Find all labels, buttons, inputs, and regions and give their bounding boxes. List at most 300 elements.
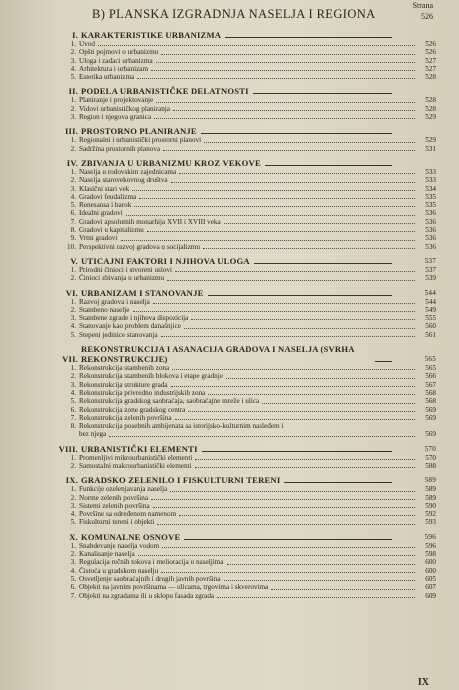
dot-leader (175, 419, 415, 420)
section-items (58, 454, 436, 471)
entry-title: Uloga i zadaci urbanizma (79, 56, 153, 65)
dot-leader (139, 198, 415, 199)
dot-leader (173, 110, 415, 111)
entry-page: 593 (425, 518, 436, 527)
entry-title: Rekonstrukcija gradskog saobraćaja, saobraćajne mreže i ulica (79, 397, 260, 406)
section-rule (284, 482, 392, 483)
section-heading (58, 344, 436, 364)
entry-page: 536 (425, 226, 436, 235)
entry-number: 6. (70, 405, 76, 414)
dot-leader (188, 411, 415, 412)
entry-page: 596 (425, 541, 436, 550)
section-items (58, 136, 436, 153)
dot-leader (179, 173, 415, 174)
dot-leader (167, 280, 415, 281)
entry-title: Uvod (79, 40, 95, 48)
entry-page: 598 (425, 550, 436, 559)
entry-page: 589 (425, 493, 436, 502)
entry-title: Rekonstrukcija posebnih ambijenata sa istorijsko-kulturnim nasleđem i (79, 422, 284, 431)
section-heading (58, 288, 436, 298)
entry-title: Planiranje i projektovanje (79, 96, 154, 105)
dot-leader (203, 248, 415, 249)
toc-entry (66, 48, 436, 56)
dot-leader (157, 524, 415, 525)
toc-entry (66, 430, 436, 438)
toc-entry (66, 381, 436, 389)
section-page: 596 (424, 532, 436, 541)
entry-page: 533 (425, 176, 436, 185)
section-heading (58, 30, 436, 40)
entry-title: Naselja starovekovnog društva (79, 176, 168, 185)
toc-entry (66, 145, 436, 153)
dot-leader (195, 459, 415, 460)
toc-entry (66, 550, 436, 558)
entry-page: 537 (425, 265, 436, 274)
page-header (0, 0, 459, 28)
toc-entry (66, 422, 436, 430)
section-heading (58, 444, 436, 454)
section-title: PROSTORNO PLANIRANJE (81, 126, 197, 137)
entry-number: 1. (70, 541, 76, 550)
entry-number: 2. (70, 144, 76, 153)
entry-number: 5. (70, 397, 76, 406)
entry-page: 539 (425, 274, 436, 283)
entry-number: 3. (70, 380, 76, 389)
section-number: VII. (62, 354, 78, 365)
entry-number: 2. (70, 104, 76, 113)
section-title: ZBIVANJA U URBANIZMU KROZ VEKOVE (81, 157, 261, 168)
toc-entry (66, 185, 436, 193)
toc-entry (66, 136, 436, 144)
entry-number: 5. (70, 201, 76, 210)
dot-leader (156, 102, 415, 103)
entry-page: 535 (425, 201, 436, 210)
entry-number: 5. (70, 73, 76, 82)
toc-entry (66, 364, 436, 372)
entry-page: 528 (425, 73, 436, 82)
section-title: GRADSKO ZELENILO I FISKULTURNI TERENI (81, 475, 281, 486)
toc-section (58, 30, 436, 81)
entry-page: 561 (425, 330, 436, 339)
toc-entry (66, 397, 436, 405)
entry-title: Stanovanje kao problem današnjice (79, 322, 181, 331)
entry-number: 3. (70, 56, 76, 65)
dot-leader (171, 182, 415, 183)
toc-entry (66, 105, 436, 113)
entry-title: Stepeni jedinice stanovanja (79, 330, 158, 339)
entry-number: 2. (70, 550, 76, 559)
entry-title: Vrtni gradovi (79, 234, 118, 243)
section-number: I. (72, 30, 78, 40)
entry-title: Rekonstrukcija stambenih blokova i etape gradnje (79, 372, 223, 381)
entry-title: Renesansa i barok (79, 201, 132, 210)
entry-title: Gradovi feudalizma (79, 192, 137, 201)
entry-title: Estetika urbanizma (79, 73, 135, 82)
dot-leader (227, 564, 416, 565)
toc-entry (66, 502, 436, 510)
dot-leader (171, 386, 415, 387)
section-rule (265, 165, 392, 166)
entry-page: 526 (425, 48, 436, 57)
entry-title: Činioci zbivanja u urbanizmu (79, 274, 165, 283)
entry-title: Stambeno naselje (79, 305, 130, 314)
section-rule (254, 263, 392, 264)
section-page: 544 (424, 288, 436, 297)
section-items (58, 364, 436, 439)
toc-section (58, 444, 436, 471)
entry-number: 5. (70, 518, 76, 527)
dot-leader (170, 491, 415, 492)
section-title: REKONSTRUKCIJA I ASANACIJA GRADOVA I NASELJA (SVRHA REKONSTRUKCIJE) (81, 344, 355, 365)
entry-title: Razvoj gradova i naselja (79, 297, 150, 306)
entry-title: Objekti na javnim površinama — ulicama, trgovima i skverovima (79, 583, 269, 592)
toc-entry (66, 372, 436, 380)
entry-number: 2. (70, 493, 76, 502)
entry-number: 2. (70, 372, 76, 381)
toc-entry (66, 406, 436, 414)
toc-entry (66, 389, 436, 397)
entry-number: 2. (70, 305, 76, 314)
dot-leader (156, 62, 415, 63)
entry-title: Sadržina prostornih planova (79, 144, 161, 153)
entry-number: 6. (70, 209, 76, 218)
toc-entry (66, 226, 436, 234)
dot-leader (271, 589, 415, 590)
entry-title: Promenljivi mikrourbanistički elementi (79, 453, 193, 462)
entry-page: 526 (425, 40, 436, 48)
toc-entry (66, 322, 436, 330)
entry-title: Čistoća u gradskom naselju (79, 566, 159, 575)
toc-entry (66, 462, 436, 470)
section-page: 589 (424, 476, 436, 485)
toc-entry (66, 510, 436, 518)
toc-entry (66, 558, 436, 566)
entry-title: Regionalni i urbanistički prostorni planovi (79, 136, 202, 145)
toc-entry (66, 583, 436, 591)
entry-page: 533 (425, 167, 436, 176)
entry-title: Perspektivni razvoj gradova u socijalizmu (79, 242, 200, 251)
entry-page: 566 (425, 372, 436, 381)
entry-title: Osvetljenje saobraćajnih i drugih javnih površina (79, 574, 221, 583)
toc-entry (66, 266, 436, 274)
dot-leader (153, 507, 415, 508)
toc-section (58, 532, 436, 600)
entry-number: 7. (70, 413, 76, 422)
toc-entry (66, 73, 436, 81)
entry-page: 589 (425, 485, 436, 494)
toc-entry (66, 494, 436, 502)
section-title: KOMUNALNE OSNOVE (81, 531, 181, 542)
entry-page: 535 (425, 192, 436, 201)
toc-entry (66, 113, 436, 121)
toc-section (58, 126, 436, 153)
entry-title: Rekonstrukcija zelenih površina (79, 413, 172, 422)
dot-leader (151, 499, 415, 500)
entry-number: 4. (70, 388, 76, 397)
entry-number: 4. (70, 322, 76, 331)
toc-entry (66, 218, 436, 226)
toc-section (58, 158, 436, 251)
entry-number: 7. (70, 217, 76, 226)
entry-number: 1. (70, 40, 76, 48)
toc-entry (66, 518, 436, 526)
entry-number: 3. (70, 113, 76, 122)
section-number: X. (69, 531, 78, 542)
section-heading (58, 475, 436, 485)
strana-column-label: Strana (412, 1, 433, 10)
entry-page: 531 (425, 144, 436, 153)
entry-title: Idealni gradovi (79, 209, 123, 218)
entry-title: Stambene zgrade i njihova dispozicija (79, 314, 189, 323)
toc-entry (66, 96, 436, 104)
entry-number: 2. (70, 48, 76, 57)
entry-title: Region i njegova granica (79, 113, 152, 122)
entry-page: 527 (425, 64, 436, 73)
entry-page: 609 (425, 591, 436, 600)
entry-title: bez njega (79, 430, 107, 439)
dot-leader (161, 572, 415, 573)
entry-title: Gradovi apsolutnih monarhija XVII i XVIII veka (79, 217, 221, 226)
toc-entry (66, 193, 436, 201)
table-of-contents (58, 30, 436, 605)
section-number: IX. (65, 475, 78, 486)
dot-leader (262, 403, 415, 404)
entry-number: 1. (70, 453, 76, 462)
entry-page: 536 (425, 209, 436, 218)
entry-page: 536 (425, 242, 436, 251)
entry-page: 565 (425, 364, 436, 373)
dot-leader (163, 150, 415, 151)
entry-title: Gradovi u kapitalizmu (79, 226, 144, 235)
entry-number: 5. (70, 574, 76, 583)
section-title: KARAKTERISTIKE URBANIZMA (81, 30, 222, 40)
entry-number: 4. (70, 510, 76, 519)
entry-number: 8. (70, 422, 76, 431)
section-heading (58, 256, 436, 266)
section-rule (201, 133, 392, 134)
dot-leader (162, 547, 415, 548)
dot-leader (224, 223, 415, 224)
entry-number: 7. (70, 591, 76, 600)
toc-entry (66, 567, 436, 575)
entry-page: 528 (425, 104, 436, 113)
entry-title: Sistemi zelenih površina (79, 501, 150, 510)
toc-entry (66, 234, 436, 242)
entry-page: 569 (425, 405, 436, 414)
dot-leader (153, 303, 415, 304)
page-title: B) PLANSKA IZGRADNJA NASELJA I REGIONA (92, 7, 376, 21)
dot-leader (134, 206, 415, 207)
entry-title: Naselja u rodovskim zajednicama (79, 167, 177, 176)
section-items (58, 542, 436, 600)
section-title: UTICAJNI FAKTORI I NJIHOVA ULOGA (81, 255, 250, 266)
dot-leader (98, 45, 415, 46)
dot-leader (132, 190, 415, 191)
section-number: IV. (66, 157, 78, 168)
section-number: III. (65, 126, 78, 137)
entry-number: 1. (70, 265, 76, 274)
section-page: 565 (424, 355, 436, 364)
section-rule (208, 295, 393, 296)
header-start-page: 526 (421, 12, 433, 21)
entry-title: Površine sa određenom namenom (79, 510, 177, 519)
entry-number: 1. (70, 136, 76, 145)
section-number: II. (68, 86, 78, 97)
entry-page: 528 (425, 96, 436, 105)
dot-leader (224, 580, 415, 581)
entry-page: 555 (425, 314, 436, 323)
entry-title: Funkcije ozelenjavanja naselja (79, 485, 168, 494)
entry-number: 2. (70, 461, 76, 470)
entry-title: Norme zelenih površina (79, 493, 149, 502)
toc-entry (66, 40, 436, 48)
toc-entry (66, 454, 436, 462)
entry-title: Klasični stari vek (79, 184, 130, 193)
entry-number: 1. (70, 364, 76, 373)
dot-leader (161, 336, 415, 337)
toc-entry (66, 331, 436, 339)
entry-number: 10. (67, 242, 76, 251)
section-items (58, 40, 436, 81)
dot-leader (195, 467, 415, 468)
dot-leader (138, 555, 415, 556)
entry-number: 3. (70, 501, 76, 510)
entry-number: 3. (70, 184, 76, 193)
entry-title: Vidovi urbanističkog planiranja (79, 104, 170, 113)
dot-leader (133, 311, 416, 312)
section-title: PODELA URBANISTIČKE DELATNOSTI (81, 86, 249, 97)
section-rule (375, 361, 392, 362)
entry-number: 5. (70, 330, 76, 339)
section-items (58, 266, 436, 283)
entry-page: 568 (425, 388, 436, 397)
entry-title: Prirodni činioci i stvoreni uslovi (79, 265, 173, 274)
entry-page: 527 (425, 56, 436, 65)
dot-leader (172, 369, 415, 370)
toc-entry (66, 306, 436, 314)
dot-leader (126, 215, 415, 216)
entry-title: Samostalni makrourbanistički elementi (79, 461, 192, 470)
entry-page: 570 (425, 453, 436, 462)
entry-page: 536 (425, 217, 436, 226)
toc-section (58, 475, 436, 526)
dot-leader (151, 70, 415, 71)
entry-title: Rekonstrukcija zone gradskog centra (79, 405, 186, 414)
entry-page: 567 (425, 380, 436, 389)
section-heading (58, 86, 436, 96)
toc-section (58, 344, 436, 439)
section-number: VI. (65, 287, 78, 298)
dot-leader (121, 240, 416, 241)
entry-page: 536 (425, 234, 436, 243)
entry-number: 2. (70, 176, 76, 185)
entry-page: 590 (425, 501, 436, 510)
toc-entry (66, 168, 436, 176)
entry-number: 1. (70, 167, 76, 176)
toc-entry (66, 542, 436, 550)
entry-page: 588 (425, 461, 436, 470)
toc-entry (66, 57, 436, 65)
entry-number: 1. (70, 96, 76, 105)
entry-number: 3. (70, 314, 76, 323)
entry-title: Rekonstrukcija strukture grada (79, 380, 168, 389)
entry-number: 4. (70, 192, 76, 201)
entry-page: 569 (425, 430, 436, 439)
toc-entry (66, 201, 436, 209)
toc-entry (66, 65, 436, 73)
dot-leader (161, 54, 415, 55)
section-rule (184, 539, 392, 540)
dot-leader (208, 394, 415, 395)
section-items (58, 168, 436, 251)
dot-leader (175, 271, 415, 272)
section-heading (58, 532, 436, 542)
entry-number: 4. (70, 64, 76, 73)
entry-page: 544 (425, 297, 436, 306)
toc-section (58, 256, 436, 283)
dot-leader (204, 142, 415, 143)
toc-entry (66, 485, 436, 493)
entry-page: 560 (425, 322, 436, 331)
toc-section (58, 288, 436, 339)
entry-number: 6. (70, 583, 76, 592)
entry-page: 529 (425, 113, 436, 122)
toc-entry (66, 592, 436, 600)
toc-section (58, 86, 436, 121)
entry-page: 568 (425, 397, 436, 406)
entry-title: Rekonstrukcija stambenih zona (79, 364, 170, 373)
entry-title: Arhitektura i urbanizam (79, 64, 149, 73)
section-items (58, 485, 436, 526)
entry-page: 607 (425, 583, 436, 592)
entry-title: Fiskulturni tereni i objekti (79, 518, 155, 527)
entry-title: Snabdevanje naselja vodom (79, 541, 160, 550)
entry-page: 534 (425, 184, 436, 193)
toc-entry (66, 314, 436, 322)
section-rule (225, 37, 392, 38)
entry-title: Regulacija rečnih tokova i melioracija u naseljima (79, 558, 224, 567)
dot-leader (184, 328, 415, 329)
entry-page: 600 (425, 566, 436, 575)
toc-entry (66, 298, 436, 306)
section-heading (58, 126, 436, 136)
section-page: 570 (424, 444, 436, 453)
section-rule (202, 451, 392, 452)
entry-number: 8. (70, 226, 76, 235)
entry-page: 529 (425, 136, 436, 145)
toc-entry (66, 176, 436, 184)
section-heading (58, 158, 436, 168)
section-items (58, 96, 436, 121)
entry-number: 1. (70, 297, 76, 306)
entry-page: 605 (425, 574, 436, 583)
entry-title: Opšti pojmovi o urbanizmu (79, 48, 159, 57)
toc-entry (66, 414, 436, 422)
entry-title: Rekonstrukcija privredno industrijskih zona (79, 388, 206, 397)
toc-entry (66, 209, 436, 217)
section-items (58, 298, 436, 339)
entry-number: 9. (70, 234, 76, 243)
section-number: VIII. (58, 443, 78, 454)
section-page: 537 (424, 256, 436, 265)
section-rule (253, 93, 392, 94)
dot-leader (191, 319, 415, 320)
entry-number: 1. (70, 485, 76, 494)
section-title: URBANISTIČKI ELEMENTI (81, 443, 198, 454)
entry-number: 2. (70, 274, 76, 283)
entry-title: Kanalisanje naselja (79, 550, 135, 559)
entry-page: 549 (425, 305, 436, 314)
